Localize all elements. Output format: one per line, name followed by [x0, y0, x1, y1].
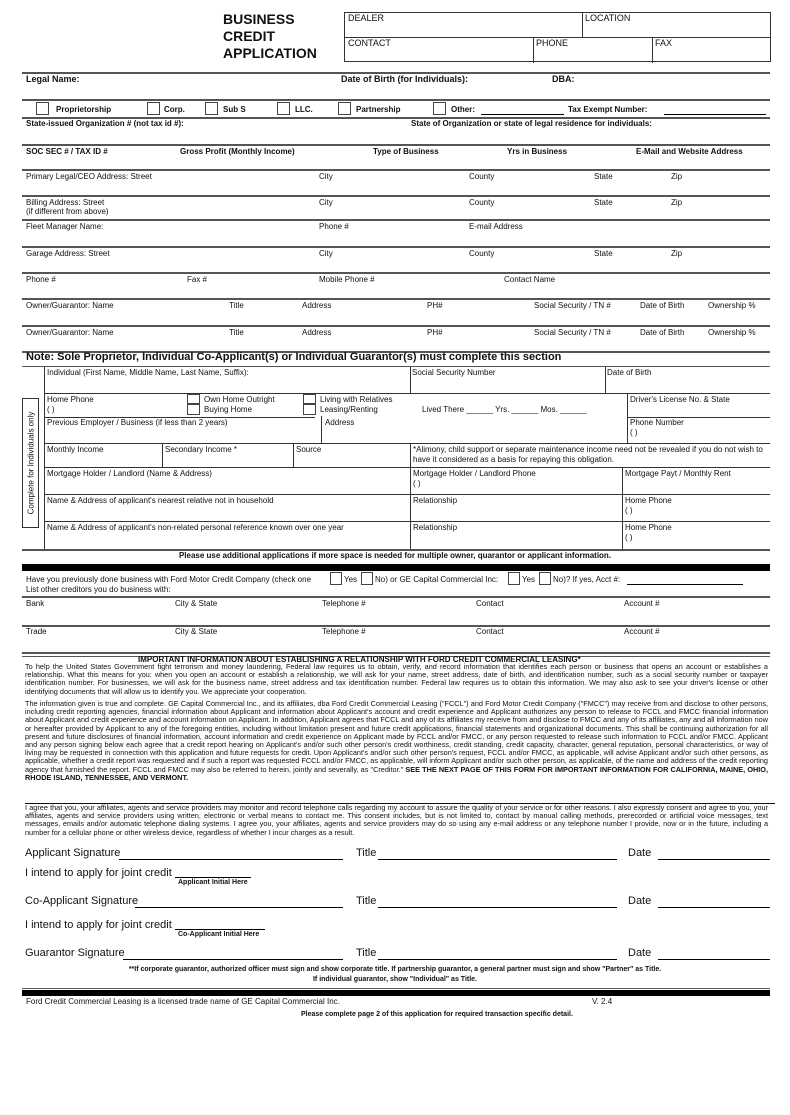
- divider: [22, 272, 770, 274]
- monthly-income-field[interactable]: Monthly Income: [47, 445, 104, 454]
- email-website-field[interactable]: E-Mail and Website Address: [636, 147, 743, 156]
- lived-there-field[interactable]: Lived There ______ Yrs. ______ Mos. ______: [422, 405, 587, 414]
- co-applicant-date-label: Date: [628, 895, 652, 907]
- corp-checkbox[interactable]: [147, 102, 160, 115]
- ford-no-label: No) or GE Capital Commercial Inc:: [375, 575, 499, 584]
- partnership-label: Partnership: [356, 105, 401, 114]
- yrs-in-business-field[interactable]: Yrs in Business: [507, 147, 568, 156]
- other-input[interactable]: [481, 114, 564, 115]
- proprietorship-label: Proprietorship: [56, 105, 112, 114]
- applicant-title-label: Title: [356, 847, 377, 859]
- guarantor-title-label: Title: [356, 947, 377, 959]
- garage-city-field[interactable]: City: [319, 249, 333, 258]
- personal-reference-field[interactable]: Name & Address of applicant's non-related personal reference known over one year: [47, 523, 344, 532]
- owner2-title-field[interactable]: Title: [229, 328, 244, 337]
- tax-exempt-input[interactable]: [664, 114, 766, 115]
- individual-grid: [44, 367, 770, 549]
- garage-state-field[interactable]: State: [594, 249, 613, 258]
- bank-account-field[interactable]: Account #: [624, 599, 660, 608]
- owner1-phone-field[interactable]: PH#: [427, 301, 443, 310]
- relative-home-phone-field[interactable]: Home Phone: [625, 496, 672, 505]
- primary-state-field[interactable]: State: [594, 172, 613, 181]
- home-phone-field[interactable]: Home Phone: [47, 395, 94, 404]
- living-relatives-checkbox[interactable]: [303, 394, 316, 404]
- sub-s-checkbox[interactable]: [205, 102, 218, 115]
- proprietorship-checkbox[interactable]: [36, 102, 49, 115]
- owner2-ownership-field[interactable]: Ownership %: [708, 328, 756, 337]
- garage-street-field[interactable]: Garage Address: Street: [26, 249, 110, 258]
- source-field[interactable]: Source: [296, 445, 322, 454]
- llc-checkbox[interactable]: [277, 102, 290, 115]
- divider: [22, 596, 770, 598]
- billing-note: (if different from above): [26, 207, 109, 216]
- bank-city-field[interactable]: City & State: [175, 599, 218, 608]
- relative-phone-paren: ( ): [625, 506, 633, 515]
- joint-credit-label-1: I intend to apply for joint credit: [25, 867, 172, 879]
- mortgage-phone-paren: ( ): [413, 479, 421, 488]
- divider: [22, 988, 770, 989]
- thick-divider: [22, 564, 770, 571]
- applicant-initial-label: Applicant Initial Here: [178, 879, 248, 886]
- relative-relationship-field[interactable]: Relationship: [413, 496, 458, 505]
- guarantor-signature-label: Guarantor Signature: [25, 947, 125, 959]
- applicant-date-input[interactable]: [658, 859, 770, 860]
- mobile-phone-field[interactable]: Mobile Phone #: [319, 275, 375, 284]
- title-line-3: APPLICATION: [223, 45, 317, 61]
- buying-home-label: Buying Home: [204, 405, 253, 414]
- legal-name-field[interactable]: Legal Name:: [26, 74, 80, 84]
- garage-zip-field[interactable]: Zip: [671, 249, 683, 258]
- fleet-phone-field[interactable]: Phone #: [319, 222, 349, 231]
- dob-field[interactable]: Date of Birth: [607, 368, 652, 377]
- owner2-address-field[interactable]: Address: [302, 328, 332, 337]
- divider: [22, 99, 770, 101]
- garage-county-field[interactable]: County: [469, 249, 495, 258]
- guarantor-note-1: **If corporate guarantor, authorized officer must sign and show corporate title. If partnership guarantor, a general partner must sign and show "Partner" as Title.: [128, 966, 662, 973]
- row-divider: [45, 521, 770, 522]
- billing-street-field[interactable]: Billing Address: Street: [26, 198, 105, 207]
- prev-address-field[interactable]: Address: [325, 418, 355, 427]
- partnership-checkbox[interactable]: [338, 102, 351, 115]
- billing-state-field[interactable]: State: [594, 198, 613, 207]
- bank-telephone-field[interactable]: Telephone #: [322, 599, 366, 608]
- applicant-signature-label: Applicant Signature: [25, 847, 121, 859]
- list-other-creditors: List other creditors you do business with:: [26, 585, 171, 594]
- applicant-date-label: Date: [628, 847, 652, 859]
- divider: [22, 144, 770, 146]
- corp-label: Corp.: [164, 105, 185, 114]
- fax-field[interactable]: Fax #: [187, 275, 208, 284]
- buying-home-checkbox[interactable]: [187, 404, 200, 415]
- co-applicant-title-label: Title: [356, 895, 377, 907]
- billing-city-field[interactable]: City: [319, 198, 333, 207]
- contact-name-field[interactable]: Contact Name: [504, 275, 556, 284]
- bank-contact-field[interactable]: Contact: [476, 599, 504, 608]
- trade-contact-field[interactable]: Contact: [476, 627, 504, 636]
- vline: [410, 443, 411, 549]
- sub-s-label: Sub S: [223, 105, 246, 114]
- dealer-field[interactable]: DEALER: [348, 13, 385, 23]
- owner1-ownership-field[interactable]: Ownership %: [708, 301, 756, 310]
- vline: [627, 393, 628, 444]
- legal-paragraph-1: To help the United States Government fight terrorism and money laundering, Federal law requires us to obtain, verify, and record information that identifies each person or business that opens an account or establishes a relationship. What this means for you: when you open an account or establish a relationship, we will ask for your name, street address, date of birth, and identification number, such as a social security number or taxpayer identification number. For businesses, we will ask for the business name, street address and tax identification number. Federal law requires us to obtain this information. We may also ask to see your driver's license or other identifying documents that will allow us to identify you. We appreciate your cooperation.: [25, 662, 768, 696]
- tax-exempt-label: Tax Exempt Number:: [568, 105, 648, 114]
- fleet-email-field[interactable]: E-mail Address: [469, 222, 523, 231]
- other-label: Other:: [451, 105, 475, 114]
- co-applicant-signature-input[interactable]: [135, 907, 343, 908]
- billing-county-field[interactable]: County: [469, 198, 495, 207]
- type-of-business-field[interactable]: Type of Business: [373, 147, 439, 156]
- divider: [22, 219, 770, 221]
- ford-yes-label: Yes: [344, 575, 358, 584]
- owner1-name-field[interactable]: Owner/Guarantor: Name: [26, 301, 114, 310]
- co-applicant-title-input[interactable]: [378, 907, 617, 908]
- legal-states-notice: SEE THE NEXT PAGE OF THIS FORM FOR IMPORTANT INFORMATION FOR CALIFORNIA, MAINE, OHIO, RHODE ISLAND, TENNESSEE, AND VERMONT.: [25, 764, 768, 782]
- reference-home-phone-field[interactable]: Home Phone: [625, 523, 672, 532]
- llc-label: LLC.: [295, 105, 313, 114]
- owner1-ssn-field[interactable]: Social Security / TN #: [534, 301, 611, 310]
- contact-field[interactable]: CONTACT: [348, 38, 391, 48]
- ford-yes-checkbox[interactable]: [330, 572, 342, 585]
- legal-paragraph-3: I agree that you, your affiliates, agents and service providers may monitor and record telephone calls regarding my account to assure the quality of your service or for other reasons. I also expressly consent and agree to you, your affiliates, agents and service providers using written, electronic or verbal means to contact me. This consent includes, but is not limited to, contact by manual calling methods, prerecorded or artificial voice messages, text messages, emails and/or automatic telephone dialing systems. I agree you, your affiliates, agents and service providers may do so using any e-mail address or any telephone number I provide, now or in the future, including a number for a cellular phone or other wireless device, regardless of whether I incur charges as a result.: [25, 803, 768, 837]
- row-divider: [45, 494, 770, 495]
- owner2-dob-field[interactable]: Date of Birth: [640, 328, 685, 337]
- vline: [293, 443, 294, 467]
- owner1-dob-field[interactable]: Date of Birth: [640, 301, 685, 310]
- thick-divider: [22, 990, 770, 996]
- prev-employer-field[interactable]: Previous Employer / Business (if less than 2 years): [47, 418, 228, 427]
- vline: [162, 443, 163, 467]
- prev-phone-paren: ( ): [630, 428, 638, 437]
- state-of-org-field[interactable]: State of Organization or state of legal residence for individuals:: [411, 119, 652, 128]
- divider: [22, 169, 770, 171]
- primary-city-field[interactable]: City: [319, 172, 333, 181]
- gross-profit-field[interactable]: Gross Profit (Monthly Income): [180, 147, 295, 156]
- ge-yes-checkbox[interactable]: [508, 572, 520, 585]
- trade-telephone-field[interactable]: Telephone #: [322, 627, 366, 636]
- divider: [22, 195, 770, 197]
- co-applicant-date-input[interactable]: [658, 907, 770, 908]
- title-line-1: BUSINESS: [223, 11, 295, 27]
- page2-note: Please complete page 2 of this application for required transaction specific detail.: [301, 1011, 573, 1018]
- form-version: V. 2.4: [592, 997, 613, 1006]
- ford-no-checkbox[interactable]: [361, 572, 373, 585]
- other-checkbox[interactable]: [433, 102, 446, 115]
- trade-account-field[interactable]: Account #: [624, 627, 660, 636]
- own-home-checkbox[interactable]: [187, 394, 200, 404]
- guarantor-date-input[interactable]: [658, 959, 770, 960]
- ge-yes-label: Yes: [522, 575, 536, 584]
- individual-name-field[interactable]: Individual (First Name, Middle Name, Last Name, Suffix):: [47, 368, 249, 377]
- co-applicant-signature-label: Co-Applicant Signature: [25, 895, 139, 907]
- leasing-checkbox[interactable]: [303, 404, 316, 415]
- applicant-signature-input[interactable]: [119, 859, 343, 860]
- row-divider: [45, 467, 770, 468]
- joint-credit-label-2: I intend to apply for joint credit: [25, 919, 172, 931]
- row-divider: [45, 443, 770, 444]
- primary-zip-field[interactable]: Zip: [671, 172, 683, 181]
- title-line-2: CREDIT: [223, 28, 276, 44]
- vline: [410, 367, 411, 393]
- acct-number-input[interactable]: [627, 584, 743, 585]
- vline: [605, 367, 606, 393]
- mortgage-holder-field[interactable]: Mortgage Holder / Landlord (Name & Address): [47, 469, 212, 478]
- mortgage-payment-field[interactable]: Mortgage Payt / Monthly Rent: [625, 469, 731, 478]
- dba-field[interactable]: DBA:: [552, 74, 575, 84]
- primary-county-field[interactable]: County: [469, 172, 495, 181]
- guarantor-signature-input[interactable]: [123, 959, 343, 960]
- divider: [22, 246, 770, 248]
- trade-city-field[interactable]: City & State: [175, 627, 218, 636]
- divider: [22, 652, 770, 654]
- side-label-text: Complete for Individuals only: [26, 411, 35, 515]
- living-relatives-label: Living with Relatives: [320, 395, 393, 404]
- own-home-label: Own Home Outright: [204, 395, 275, 404]
- owner1-title-field[interactable]: Title: [229, 301, 244, 310]
- ssn-field[interactable]: Social Security Number: [412, 368, 496, 377]
- mortgage-phone-field[interactable]: Mortgage Holder / Landlord Phone: [413, 469, 536, 478]
- phone-field[interactable]: Phone #: [26, 275, 56, 284]
- divider: [22, 325, 770, 327]
- legal-paragraph-2: [25, 700, 768, 782]
- owner2-name-field[interactable]: Owner/Guarantor: Name: [26, 328, 114, 337]
- form-title: [223, 11, 317, 62]
- row-divider: [45, 393, 770, 394]
- prev-phone-field[interactable]: Phone Number: [630, 418, 684, 427]
- legal-paragraph-2-text: The information given is true and complete. GE Capital Commercial Inc., and its affiliates, dba Ford Credit Commercial Leasing ("FCCL") and Ford Motor Credit Company ("FMCC") may receive from and disclose to other persons, including credit reporting agencies, financial information about Applicant and information about Applicant's account and credit experience and Applicant authorizes any person to release to FCCL and FMCC financial information about Applicant and credit experience and account information on Applicant. In addition, Applicant agrees that FCCL and any of its affiliates my receive from and disclose to FMCC and any of its affiliates, any and all information now or hereafter provided by Applicant to any of the foregoing entities, including without limitation present and future credit applications, financial statements and organizational documents. This shall be continuing authorization for all present and future disclosures of financial information, account information and credit experience on Applicant made by FCCL and/or FMCC, or any person requested to release such information to FCCL and/or FMCC. Applicant and any person signing below each agree that a credit report hearing on Applicant's and/or such other person's credit worthiness, credit standing, credit capacity, character, general reputation, personal characteristics, or way of living may be requested in connection with this application and future requests for credit. Upon Applicant's and/or such other person's request, FCCL and/or FMCC, as applicable, will advise Applicant and/or such other persons, as applicable, whether a credit report was requested and if such a report was requested FCCL and/or FMCC, as applicable, will inform Applicant and/or such other person, as applicable, of the name and address of the credit reporting agency that furnished the report. FCCL and FMCC may also be referred to herein, jointly and severally, as "Creditor.": [25, 699, 768, 774]
- guarantor-title-input[interactable]: [378, 959, 617, 960]
- reference-relationship-field[interactable]: Relationship: [413, 523, 458, 532]
- individuals-only-side-label: [22, 398, 39, 528]
- location-field[interactable]: LOCATION: [585, 13, 631, 23]
- ge-no-checkbox[interactable]: [539, 572, 551, 585]
- trade-name-notice: Ford Credit Commercial Leasing is a licensed trade name of GE Capital Commercial Inc.: [26, 997, 340, 1006]
- drivers-license-field[interactable]: Driver's License No. & State: [630, 395, 730, 404]
- owner2-ssn-field[interactable]: Social Security / TN #: [534, 328, 611, 337]
- dealer-box: [344, 12, 771, 62]
- phone-field[interactable]: PHONE: [536, 38, 569, 48]
- soc-sec-field[interactable]: SOC SEC # / TAX ID #: [26, 147, 108, 156]
- divider: [22, 298, 770, 300]
- billing-zip-field[interactable]: Zip: [671, 198, 683, 207]
- guarantor-date-label: Date: [628, 947, 652, 959]
- co-applicant-initial-label: Co-Applicant Initial Here: [178, 931, 260, 938]
- leasing-label: Leasing/Renting: [320, 405, 378, 414]
- fleet-manager-field[interactable]: Fleet Manager Name:: [26, 222, 104, 231]
- owner1-address-field[interactable]: Address: [302, 301, 332, 310]
- guarantor-note-2: If individual guarantor, show "Individual" as Title.: [312, 976, 478, 983]
- owner2-phone-field[interactable]: PH#: [427, 328, 443, 337]
- alimony-note: *Alimony, child support or separate maintenance income need not be revealed if you do not wish to have it considered as a basis for repaying this obligation.: [413, 445, 763, 464]
- legal-heading: IMPORTANT INFORMATION ABOUT ESTABLISHING A RELATIONSHIP WITH FORD CREDIT COMMERCIAL LEASING*: [138, 655, 581, 664]
- state-org-number-field[interactable]: State-issued Organization # (not tax id #):: [26, 119, 184, 128]
- trade-field[interactable]: Trade: [26, 627, 47, 636]
- ge-no-label: No)? If yes, Acct #:: [553, 575, 621, 584]
- bank-field[interactable]: Bank: [26, 599, 45, 608]
- reference-phone-paren: ( ): [625, 533, 633, 542]
- home-phone-paren: ( ): [47, 405, 55, 414]
- previous-business-text: Have you previously done business with Ford Motor Credit Company (check one: [26, 575, 312, 584]
- secondary-income-field[interactable]: Secondary Income *: [165, 445, 238, 454]
- vline: [321, 416, 322, 444]
- vline: [622, 467, 623, 549]
- applicant-title-input[interactable]: [378, 859, 617, 860]
- fax-field[interactable]: FAX: [655, 38, 673, 48]
- individual-section-note: Note: Sole Proprietor, Individual Co-Applicant(s) or Individual Guarantor(s) must complete this section: [26, 351, 562, 363]
- additional-applications-note: Please use additional applications if more space is needed for multiple owner, quarantor or applicant information.: [178, 551, 612, 560]
- primary-street-field[interactable]: Primary Legal/CEO Address: Street: [26, 172, 152, 181]
- nearest-relative-field[interactable]: Name & Address of applicant's nearest relative not in household: [47, 496, 274, 505]
- dob-individuals-field[interactable]: Date of Birth (for Individuals):: [341, 74, 468, 84]
